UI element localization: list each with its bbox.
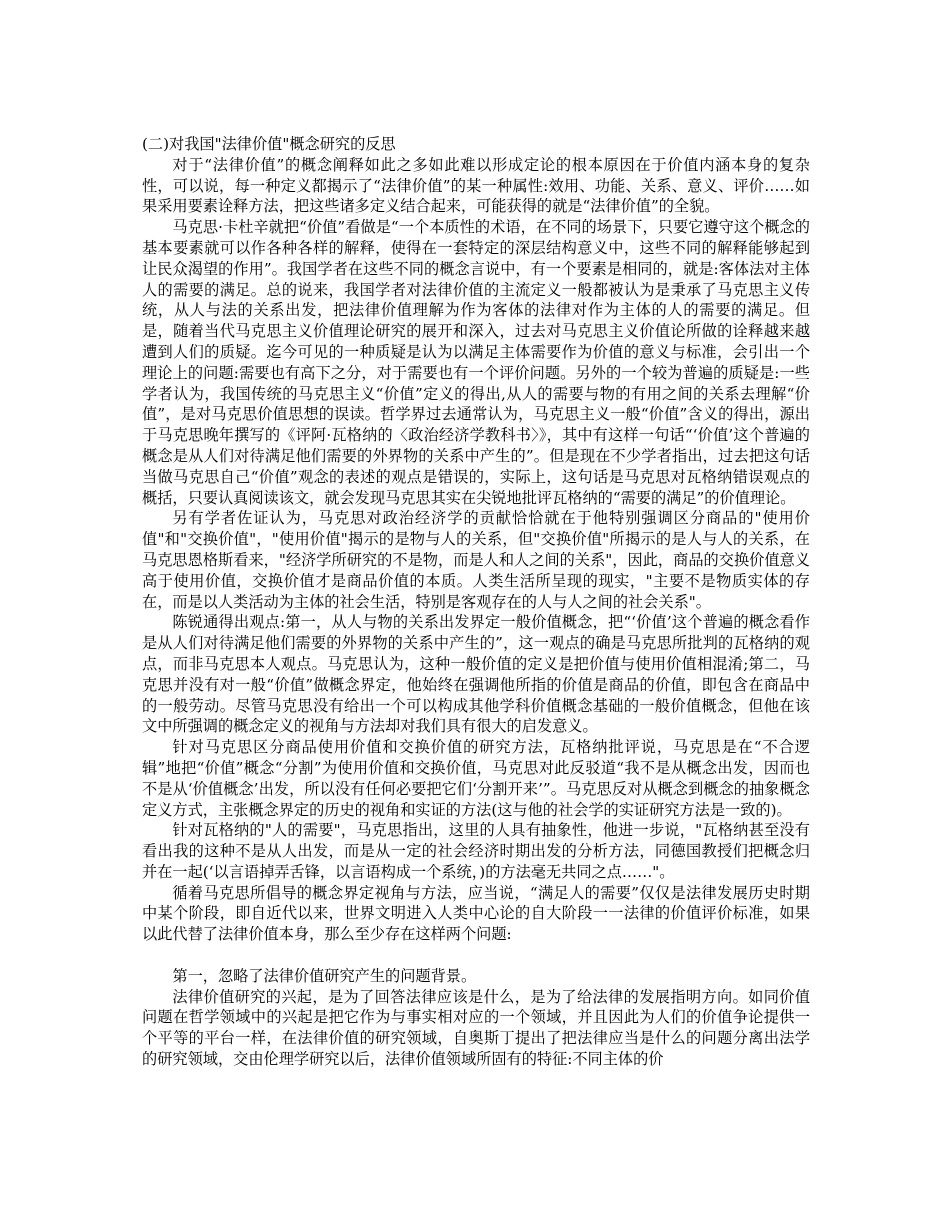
section-heading: (二)对我国"法律价值"概念研究的反思	[142, 135, 396, 153]
paragraph-1: 对于“法律价值”的概念阐释如此之多如此难以形成定论的根本原因在于价值内涵本身的复杂性，可以说，每一种定义都揭示了“法律价值”的某一种属性:效用、功能、关系、意义、评价……如果采用要素诠释方法，把这些诸多定义结合起来，可能获得的就是“法律价值”的全貌。	[142, 155, 810, 216]
paragraph-7: 循着马克思所倡导的概念界定视角与方法，应当说，“满足人的需要”仅仅是法律发展历史时期中某个阶段，即自近代以来，世界文明进入人类中心论的自大阶段一一法律的价值评价标准，如果以此代替了法律价值本身，那么至少存在这样两个问题:	[142, 883, 810, 944]
document-body	[142, 134, 810, 1070]
paragraph-8: 第一，忽略了法律价值研究产生的问题背景。	[172, 966, 477, 985]
paragraph-9: 法律价值研究的兴起，是为了回答法律应该是什么，是为了给法律的发展指明方向。如同价值问题在哲学领域中的兴起是把它作为与事实相对应的一个领域，并且因此为人们的价值争论提供一个平等的平台一样，在法律价值的研究领域，自奥斯丁提出了把法律应当是什么的问题分离出法学的研究领域，交由伦理学研究以后，法律价值领域所固有的特征:不同主体的价	[142, 987, 810, 1069]
paragraph-5: 针对马克思区分商品使用价值和交换价值的研究方法，瓦格纳批评说，马克思是在“不合逻辑”地把“价值”概念“分割”为使用价值和交换价值，马克思对此反驳道“我不是从概念出发，因而也不是从‘价值概念’出发，所以没有任何必要把它们‘分割开来’”。马克思反对从概念到概念的抽象概念定义方式，主张概念界定的历史的视角和实证的方法(这与他的社会学的实证研究方法是一致的)。	[142, 738, 810, 819]
paragraph-6: 针对瓦格纳的"人的需要"，马克思指出，这里的人具有抽象性，他进一步说，"瓦格纳甚至没有看出我的这种不是从人出发，而是从一定的社会经济时期出发的分析方法，同德国教授们把概念归并在一起(‘以言语掉弄舌锋，以言语构成一个系统，)的方法毫无共同之点……"。	[142, 821, 810, 881]
paragraph-2: 马克思·卡杜辛就把“价值”看做是“一个本质性的术语，在不同的场景下，只要它遵守这个概念的基本要素就可以作各种各样的解释，使得在一套特定的深层结构意义中，这些不同的解释能够起到让民众渴望的作用”。我国学者在这些不同的概念言说中，有一个要素是相同的，就是:客体法对主体人的需要的满足。总的说来，我国学者对法律价值的主流定义一般都被认为是秉承了马克思主义传统，从人与法的关系出发，把法律价值理解为作为客体的法律对作为主体的人的需要的满足。但是，随着当代马克思主义价值理论研究的展开和深入，过去对马克思主义价值论所做的诠释越来越遭到人们的质疑。迄今可见的一种质疑是认为以满足主体需要作为价值的意义与标准，会引出一个理论上的问题:需要也有高下之分，对于需要也有一个评价问题。另外的一个较为普遍的质疑是:一些学者认为，我国传统的马克思主义“价值”定义的得出,从人的需要与物的有用之间的关系去理解“价值”，是对马克思价值思想的误读。哲学界过去通常认为，马克思主义一般“价值”含义的得出，源出于马克思晚年撰写的《评阿·瓦格纳的〈政治经济学教科书〉》，其中有这样一句话“‘价值’这个普遍的概念是从人们对待满足他们需要的外界物的关系中产生的”。但是现在不少学者指出，过去把这句话当做马克思自己“价值”观念的表述的观点是错误的，实际上，这句话是马克思对瓦格纳错误观点的概括，只要认真阅读该文，就会发现马克思其实在尖锐地批评瓦格纳的“需要的满足”的价值理论。	[142, 218, 810, 507]
paragraph-3: 另有学者佐证认为，马克思对政治经济学的贡献恰恰就在于他特别强调区分商品的"使用价值"和"交换价值"，"使用价值"揭示的是物与人的关系，但"交换价值"所揭示的是人与人的关系，在马克思恩格斯看来，"经济学所研究的不是物，而是人和人之间的关系"，因此，商品的交换价值意义高于使用价值，交换价值才是商品价值的本质。人类生活所呈现的现实，"主要不是物质实体的存在，而是以人类活动为主体的社会生活，特别是客观存在的人与人之间的社会关系"。	[142, 509, 810, 611]
paragraph-4: 陈锐通得出观点:第一，从人与物的关系出发界定一般价值概念，把“‘价值’这个普遍的概念看作是从人们对待满足他们需要的外界物的关系中产生的”，这一观点的确是马克思所批判的瓦格纳的观点，而非马克思本人观点。马克思认为，这种一般价值的定义是把价值与使用价值相混淆;第二，马克思并没有对一般“价值”做概念界定，他始终在强调他所指的价值是商品的价值，即包含在商品中的一般劳动。尽管马克思没有给出一个可以构成其他学科价值概念基础的一般价值概念，但他在该文中所强调的概念定义的视角与方法却对我们具有很大的启发意义。	[142, 613, 810, 736]
